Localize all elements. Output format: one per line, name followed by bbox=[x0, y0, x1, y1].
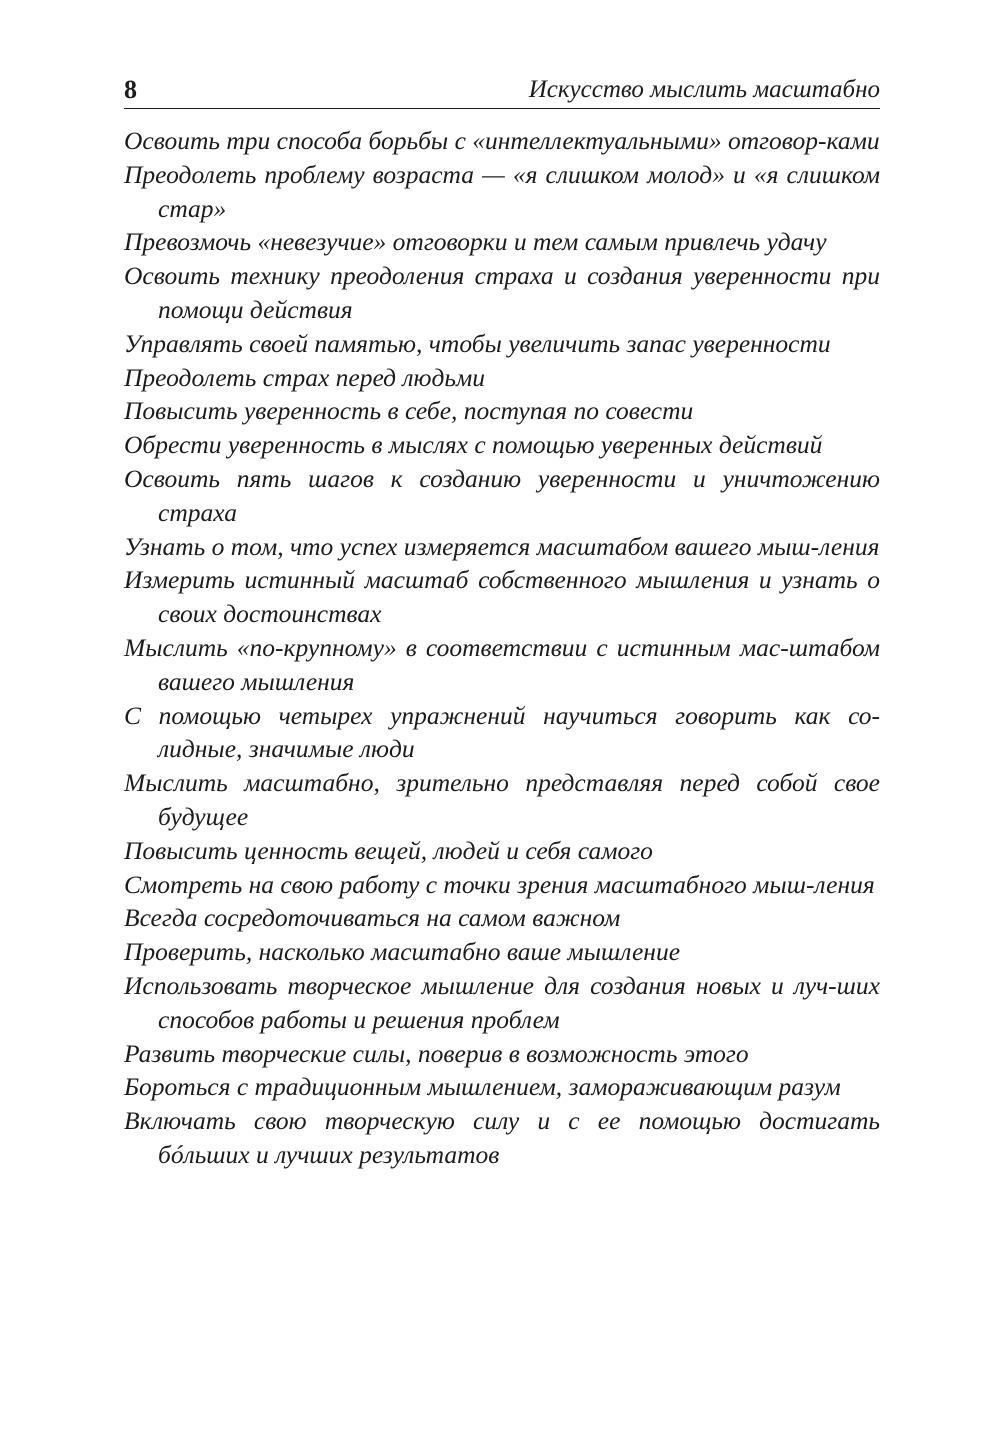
list-item: Проверить, насколько масштабно ваше мышление bbox=[124, 937, 681, 967]
list-item: Узнать о том, что успех измеряется масштабом вашего мыш-ления bbox=[124, 531, 880, 561]
list-item: Мыслить масштабно, зрительно представляя перед собой свое будущее bbox=[124, 768, 880, 831]
list-item: Измерить истинный масштаб собственного мышления и узнать о своих достоинствах bbox=[124, 565, 880, 629]
list-item: Повысить уверенность в себе, поступая по совести bbox=[124, 396, 694, 426]
page-header bbox=[124, 74, 880, 106]
list-item: Управлять своей памятью, чтобы увеличить запас уверенности bbox=[124, 328, 831, 358]
list-item: Освоить технику преодоления страха и создания уверенности при помощи действия bbox=[124, 261, 880, 324]
header-rule bbox=[124, 108, 880, 109]
list-item: Преодолеть страх перед людьми bbox=[124, 362, 486, 392]
list-item: Преодолеть проблему возраста — «я слишком молод» и «я слишком стар» bbox=[124, 159, 880, 223]
list-item: Смотреть на свою работу с точки зрения масштабного мыш-ления bbox=[124, 869, 875, 899]
page-number: 8 bbox=[124, 75, 137, 104]
list-item: С помощью четырех упражнений научиться говорить как со-лидные, значимые люди bbox=[124, 700, 880, 764]
list-item: Обрести уверенность в мыслях с помощью уверенных действий bbox=[124, 430, 823, 460]
list-item: Мыслить «по-крупному» в соответствии с истинным мас-штабом вашего мышления bbox=[124, 632, 880, 696]
chapter-goals-list bbox=[124, 124, 880, 1172]
list-item: Использовать творческое мышление для создания новых и луч-ших способов работы и решения проблем bbox=[124, 970, 880, 1034]
running-title: Искусство мыслить масштабно bbox=[528, 76, 880, 103]
list-item: Превозмочь «невезучие» отговорки и тем самым привлечь удачу bbox=[124, 227, 827, 257]
list-item: Всегда сосредоточиваться на самом важном bbox=[124, 903, 621, 933]
list-item: Освоить три способа борьбы с «интеллектуальными» отговор-ками bbox=[124, 126, 880, 155]
list-item: Развить творческие силы, поверив в возможность этого bbox=[124, 1038, 749, 1068]
list-item: Повысить ценность вещей, людей и себя самого bbox=[124, 835, 653, 865]
list-item: Освоить пять шагов к созданию уверенности и уничтожению страха bbox=[124, 463, 880, 527]
list-item: Включать свою творческую силу и с ее помощью достигать бóльших и лучших результатов bbox=[124, 1106, 880, 1169]
list-item: Бороться с традиционным мышлением, замораживающим разум bbox=[124, 1072, 841, 1102]
